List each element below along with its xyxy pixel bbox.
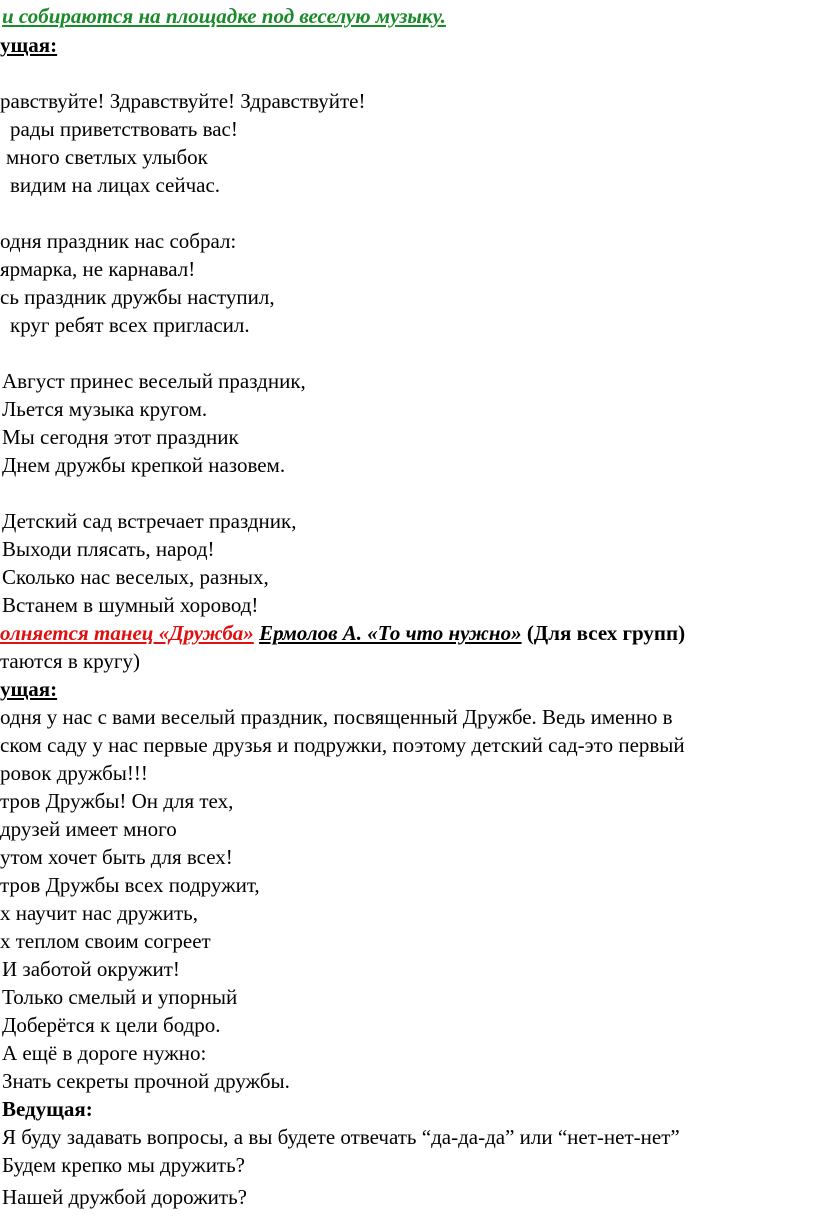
verse-line: Сколько нас веселых, разных, (2, 565, 269, 589)
verse-line: одня праздник нас собрал: (0, 229, 237, 253)
verse-line: Август принес веселый праздник, (2, 369, 306, 393)
verse-line: Льется музыка кругом. (2, 397, 208, 421)
speaker-label: ущая: (0, 33, 58, 57)
verse-line: Детский сад встречает праздник, (2, 509, 297, 533)
verse-line: Доберётся к цели бодро. (2, 1013, 221, 1037)
verse-line: Выходи плясать, народ! (2, 537, 215, 561)
verse-line: видим на лицах сейчас. (10, 173, 221, 197)
verse-line: И заботой окружит! (2, 957, 180, 981)
verse-line: х теплом своим согреет (0, 929, 211, 953)
dance-groups: (Для всех групп) (526, 621, 686, 645)
verse-line: Встанем в шумный хоровод! (2, 593, 259, 617)
verse-line: равствуйте! Здравствуйте! Здравствуйте! (0, 89, 366, 113)
prose-line: ском саду у нас первые друзья и подружки, поэтому детский сад-это первый (0, 733, 685, 757)
speaker-label: Ведущая: (2, 1097, 93, 1121)
verse-line: Мы сегодня этот праздник (2, 425, 239, 449)
stage-direction-heading: и собираются на площадке под веселую музыку. (2, 4, 446, 28)
prose-line: одня у нас с вами веселый праздник, посвященный Дружбе. Ведь именно в (0, 705, 673, 729)
verse-line: круг ребят всех пригласил. (10, 313, 250, 337)
verse-line: друзей имеет много (0, 817, 177, 841)
dance-title: олняется танец «Дружба» (0, 621, 254, 645)
dance-line (0, 620, 685, 646)
verse-line: Будем крепко мы дружить? (2, 1153, 246, 1177)
prose-line: ровок дружбы!!! (0, 761, 148, 785)
stage-note: таются в кругу) (0, 649, 141, 673)
verse-line: Знать секреты прочной дружбы. (2, 1069, 290, 1093)
dance-author: Ермолов А. «То что нужно» (259, 621, 522, 645)
verse-line: А ещё в дороге нужно: (2, 1041, 207, 1065)
verse-line: Нашей дружбой дорожить? (2, 1185, 247, 1209)
verse-line: утом хочет быть для всех! (0, 845, 233, 869)
speaker-label: ущая: (0, 677, 58, 701)
prose-line: Я буду задавать вопросы, а вы будете отвечать “да-да-да” или “нет-нет-нет” (2, 1125, 680, 1149)
verse-line: сь праздник дружбы наступил, (0, 285, 275, 309)
verse-line: Днем дружбы крепкой назовем. (2, 453, 286, 477)
verse-line: ярмарка, не карнавал! (0, 257, 196, 281)
verse-line: рады приветствовать вас! (10, 117, 238, 141)
verse-line: много светлых улыбок (6, 145, 208, 169)
verse-line: тров Дружбы всех подружит, (0, 873, 260, 897)
verse-line: тров Дружбы! Он для тех, (0, 789, 234, 813)
verse-line: х научит нас дружить, (0, 901, 198, 925)
verse-line: Только смелый и упорный (2, 985, 238, 1009)
